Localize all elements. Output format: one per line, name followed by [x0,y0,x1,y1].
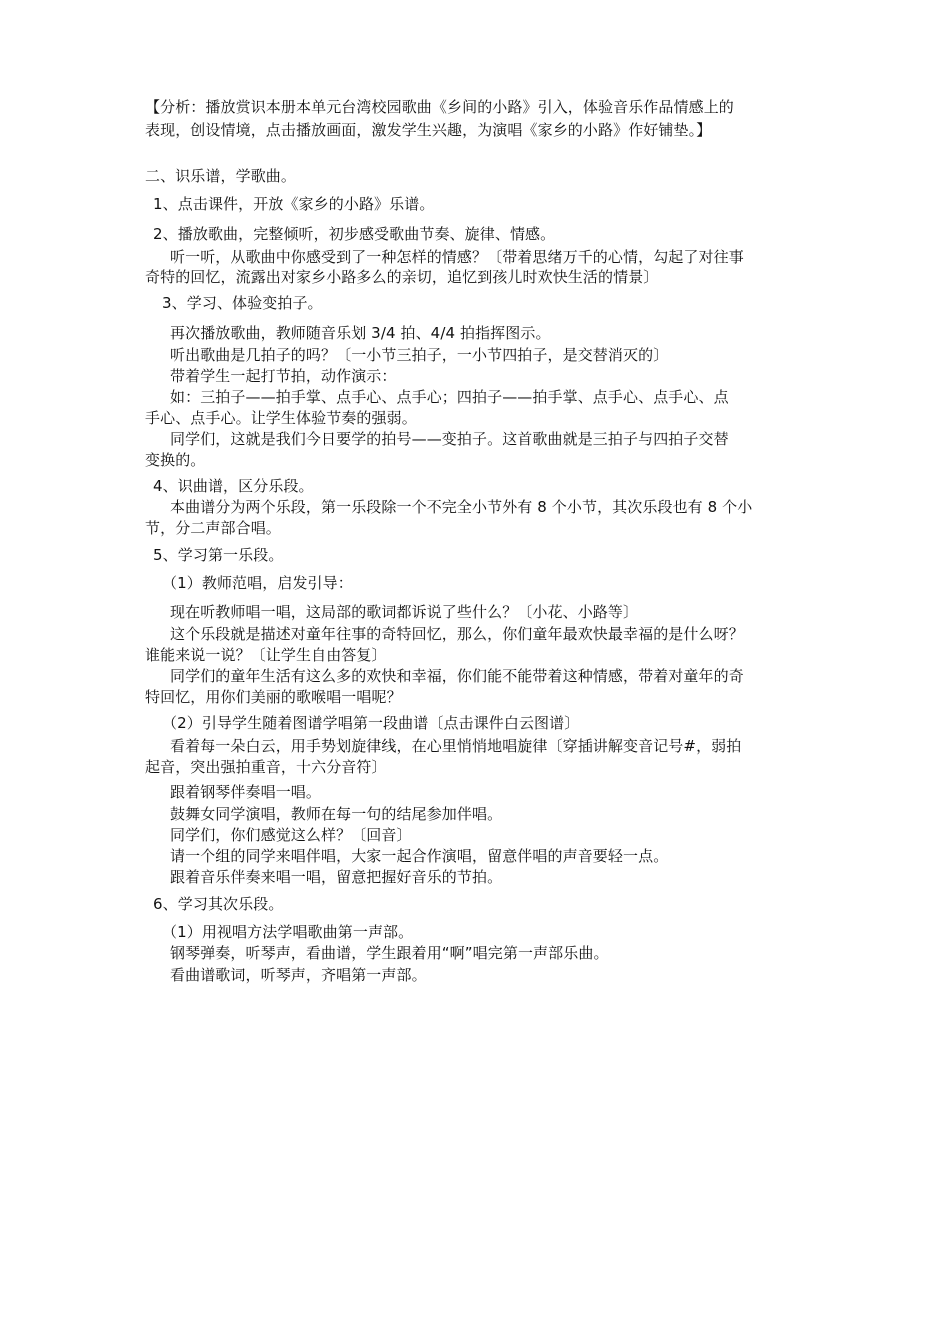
analysis-note-line-2: 表现，创设情境，点击播放画面，激发学生兴趣，为演唱《家乡的小路》作好铺垫。】 [145,121,712,139]
paragraph-line: 看曲谱歌词，听琴声，齐唱第一声部。 [170,966,427,984]
paragraph-line: 钢琴弹奏，听琴声，看曲谱，学生跟着用“啊”唱完第一声部乐曲。 [170,944,609,962]
step-2: 2、播放歌曲，完整倾听，初步感受歌曲节奏、旋律、情感。 [153,225,556,243]
paragraph-line: 如：三拍子——拍手掌、点手心、点手心；四拍子——拍手掌、点手心、点手心、点 [170,388,729,406]
paragraph-line: 带着学生一起打节拍，动作演示： [170,367,397,385]
paragraph-line: 变换的。 [145,451,206,469]
paragraph-line: 手心、点手心。让学生体验节奏的强弱。 [145,409,417,427]
paragraph-line: 本曲谱分为两个乐段，第一乐段除一个不完全小节外有 8 个小节，其次乐段也有 8 个小 [170,498,753,516]
paragraph-line: 这个乐段就是描述对童年往事的奇特回忆，那么，你们童年最欢快最幸福的是什么呀？ [170,625,744,643]
paragraph-line: 同学们，你们感觉这么样？〔回音〕 [170,826,412,844]
paragraph-line: 同学们，这就是我们今日要学的拍号——变拍子。这首歌曲就是三拍子与四拍子交替 [170,430,729,448]
sub-step-2: （2）引导学生随着图谱学唱第一段曲谱〔点击课件白云图谱〕 [162,714,580,732]
paragraph-line: 请一个组的同学来唱伴唱，大家一起合作演唱，留意伴唱的声音要轻一点。 [170,847,669,865]
step-6: 6、学习其次乐段。 [153,895,284,913]
paragraph-line: 看着每一朵白云，用手势划旋律线，在心里悄悄地唱旋律〔穿插讲解变音记号#，弱拍 [170,737,742,755]
sub-step-1: （1）教师范唱，启发引导： [162,574,353,592]
paragraph-line: 起音，突出强拍重音，十六分音符〕 [145,758,387,776]
paragraph-line: 跟着钢琴伴奏唱一唱。 [170,783,322,801]
paragraph-line: 跟着音乐伴奏来唱一唱，留意把握好音乐的节拍。 [170,868,503,886]
step-4: 4、识曲谱，区分乐段。 [153,477,314,495]
step-5: 5、学习第一乐段。 [153,546,284,564]
step-1: 1、点击课件，开放《家乡的小路》乐谱。 [153,195,435,213]
paragraph-line: 现在听教师唱一唱，这局部的歌词都诉说了些什么？〔小花、小路等〕 [170,603,639,621]
analysis-note-line-1: 【分析：播放赏识本册本单元台湾校园歌曲《乡间的小路》引入，体验音乐作品情感上的 [145,98,734,116]
paragraph-line: 谁能来说一说？〔让学生自由答复〕 [145,646,387,664]
step-3: 3、学习、体验变拍子。 [162,294,323,312]
paragraph-line: 再次播放歌曲，教师随音乐划 3/4 拍、4/4 拍指挥图示。 [170,324,551,342]
paragraph-line: 听一听，从歌曲中你感受到了一种怎样的情感？〔带着思绪万千的心情，勾起了对往事 [170,248,744,266]
paragraph-line: 节，分二声部合唱。 [145,519,281,537]
paragraph-line: 奇特的回忆，流露出对家乡小路多么的亲切，追忆到孩儿时欢快生活的情景〕 [145,268,659,286]
paragraph-line: 听出歌曲是几拍子的吗？〔一小节三拍子，一小节四拍子，是交替消灭的〕 [170,346,669,364]
paragraph-line: 鼓舞女同学演唱，教师在每一句的结尾参加伴唱。 [170,805,503,823]
paragraph-line: 同学们的童年生活有这么多的欢快和幸福，你们能不能带着这种情感，带着对童年的奇 [170,667,744,685]
paragraph-line: 特回忆，用你们美丽的歌喉唱一唱呢？ [145,688,402,706]
section-heading: 二、识乐谱，学歌曲。 [145,167,297,185]
sub-step-1: （1）用视唱方法学唱歌曲第一声部。 [162,923,414,941]
